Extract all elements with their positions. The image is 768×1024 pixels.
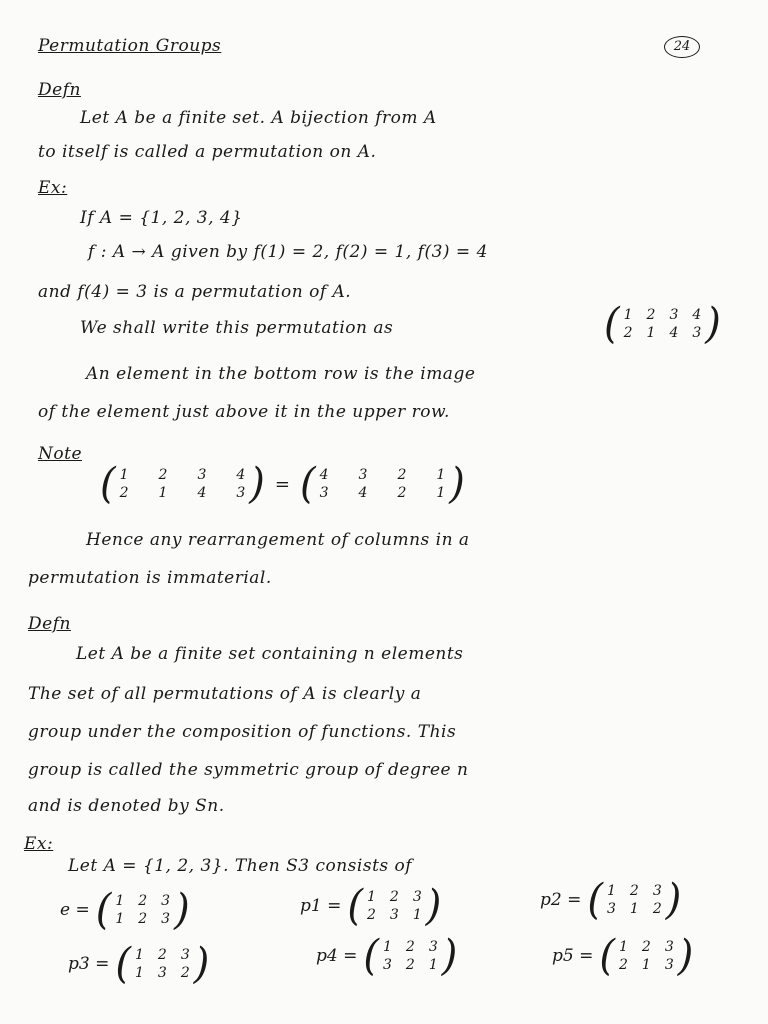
- matrix-cell: 2: [389, 889, 399, 905]
- defn1-heading: Defn: [38, 80, 81, 100]
- defn2-line-5: and is denoted by Sn.: [28, 796, 225, 816]
- perm-label: e =: [60, 900, 90, 920]
- matrix-cell: 3: [161, 893, 171, 909]
- note-line-1: Hence any rearrangement of columns in a: [86, 530, 470, 550]
- matrix-cell: 3: [664, 957, 674, 973]
- matrix-cell: 2: [618, 957, 628, 973]
- left-paren: (: [95, 885, 112, 935]
- right-paren: ): [705, 299, 721, 349]
- matrix-cell: 1: [618, 939, 628, 955]
- matrix-cell: 1: [606, 883, 616, 899]
- matrix-cell: 1: [629, 901, 639, 917]
- matrix-cell: 1: [646, 325, 656, 341]
- right-paren: ): [449, 459, 465, 509]
- matrix-cell: 1: [366, 889, 376, 905]
- matrix-cell: 3: [389, 907, 399, 923]
- matrix-cell: 2: [405, 957, 415, 973]
- ex1-line-3: and f(4) = 3 is a permutation of A.: [38, 282, 352, 302]
- right-paren: ): [441, 931, 458, 981]
- ex1-line-6: of the element just above it in the upper row.: [38, 402, 450, 422]
- matrix-cell: 2: [366, 907, 376, 923]
- defn2-heading: Defn: [28, 614, 71, 634]
- matrix-cell: 1: [412, 907, 422, 923]
- matrix-grid: [363, 889, 426, 923]
- page-title: Permutation Groups: [38, 36, 222, 56]
- matrix-cell: 2: [646, 307, 656, 323]
- matrix-grid: [615, 939, 678, 973]
- ex1-line-4: We shall write this permutation as: [80, 318, 394, 338]
- left-paren: (: [115, 939, 131, 989]
- defn2-line-3: group under the composition of functions. This: [28, 722, 457, 742]
- matrix-cell: 4: [197, 485, 207, 501]
- matrix-cell: 3: [669, 307, 679, 323]
- matrix-cell: 1: [134, 947, 144, 963]
- matrix-cell: 1: [119, 467, 129, 483]
- matrix-cell: 4: [236, 467, 246, 483]
- matrix-cell: 2: [158, 467, 168, 483]
- matrix-cell: 1: [115, 911, 125, 927]
- matrix-grid: [620, 307, 706, 341]
- perm-p4: [316, 931, 458, 981]
- perm-p1: [300, 881, 442, 931]
- left-paren: (: [363, 931, 379, 981]
- matrix-cell: 3: [236, 485, 246, 501]
- matrix-cell: 3: [157, 965, 167, 981]
- matrix-cell: 3: [692, 325, 702, 341]
- matrix-grid: [379, 939, 442, 973]
- matrix-cell: 3: [319, 485, 329, 501]
- left-paren: (: [604, 299, 620, 349]
- right-paren: ): [193, 939, 210, 989]
- matrix-cell: 2: [623, 325, 633, 341]
- matrix-cell: 1: [428, 957, 438, 973]
- matrix-cell: 4: [358, 485, 368, 501]
- ex1-heading: Ex:: [38, 178, 68, 198]
- perm-p3: [68, 939, 210, 989]
- matrix-cell: 1: [115, 893, 125, 909]
- matrix-cell: 3: [652, 883, 662, 899]
- matrix-cell: 3: [428, 939, 438, 955]
- ex1-line-2: f : A → A given by f(1) = 2, f(2) = 1, f(3) = 4: [88, 242, 488, 262]
- matrix-cell: 3: [382, 957, 392, 973]
- right-paren: ): [249, 459, 265, 509]
- matrix-cell: 1: [134, 965, 144, 981]
- defn2-line-1: Let A be a finite set containing n elements: [76, 644, 464, 664]
- matrix-grid: [116, 467, 250, 501]
- left-paren: (: [599, 931, 615, 981]
- matrix-cell: 2: [397, 485, 407, 501]
- matrix-cell: 2: [138, 911, 148, 927]
- matrix-cell: 4: [319, 467, 329, 483]
- ex1-permutation-matrix: [604, 299, 721, 349]
- left-paren: (: [587, 875, 603, 925]
- defn2-line-2: The set of all permutations of A is clearly a: [28, 684, 422, 704]
- equals-sign: =: [274, 473, 290, 495]
- right-paren: ): [425, 881, 442, 931]
- matrix-cell: 2: [397, 467, 407, 483]
- matrix-cell: 3: [412, 889, 422, 905]
- matrix-cell: 3: [161, 911, 171, 927]
- perm-label: p4 =: [316, 946, 358, 966]
- matrix-cell: 1: [623, 307, 633, 323]
- matrix-grid: [316, 467, 450, 501]
- ex1-line-1: If A = {1, 2, 3, 4}: [80, 208, 243, 228]
- defn1-line-1: Let A be a finite set. A bijection from A: [80, 108, 437, 128]
- perm-label: p2 =: [540, 890, 582, 910]
- matrix-cell: 4: [669, 325, 679, 341]
- matrix-cell: 3: [197, 467, 207, 483]
- left-paren: (: [100, 459, 116, 509]
- note-line-2: permutation is immaterial.: [28, 568, 272, 588]
- perm-p5: [552, 931, 694, 981]
- matrix-cell: 1: [436, 467, 446, 483]
- left-paren: (: [300, 459, 316, 509]
- matrix-cell: 3: [664, 939, 674, 955]
- matrix-cell: 2: [157, 947, 167, 963]
- ex2-line-1: Let A = {1, 2, 3}. Then S3 consists of: [68, 856, 413, 876]
- matrix-grid: [111, 893, 174, 927]
- matrix-cell: 3: [606, 901, 616, 917]
- ex2-heading: Ex:: [24, 834, 54, 854]
- defn1-line-2: to itself is called a permutation on A.: [38, 142, 377, 162]
- right-paren: ): [174, 885, 190, 935]
- right-paren: ): [677, 931, 694, 981]
- matrix-cell: 1: [382, 939, 392, 955]
- perm-e: [60, 885, 190, 935]
- matrix-cell: 2: [119, 485, 129, 501]
- matrix-cell: 4: [692, 307, 702, 323]
- perm-label: p3 =: [68, 954, 110, 974]
- ex1-line-5: An element in the bottom row is the image: [86, 364, 476, 384]
- note-heading: Note: [38, 444, 83, 464]
- defn2-line-4: group is called the symmetric group of degree n: [28, 760, 469, 780]
- perm-p2: [540, 875, 682, 925]
- matrix-grid: [131, 947, 194, 981]
- matrix-cell: 3: [180, 947, 190, 963]
- matrix-cell: 2: [405, 939, 415, 955]
- right-paren: ): [665, 875, 682, 925]
- matrix-cell: 1: [641, 957, 651, 973]
- matrix-grid: [603, 883, 666, 917]
- matrix-cell: 1: [158, 485, 168, 501]
- matrix-cell: 1: [436, 485, 446, 501]
- matrix-cell: 2: [652, 901, 662, 917]
- matrix-cell: 2: [180, 965, 190, 981]
- matrix-cell: 2: [138, 893, 148, 909]
- matrix-cell: 3: [358, 467, 368, 483]
- perm-label: p1 =: [300, 896, 342, 916]
- left-paren: (: [347, 881, 363, 931]
- perm-label: p5 =: [552, 946, 594, 966]
- matrix-cell: 2: [629, 883, 639, 899]
- note-equation: [100, 459, 465, 509]
- page-number: 24: [664, 36, 700, 58]
- matrix-cell: 2: [641, 939, 651, 955]
